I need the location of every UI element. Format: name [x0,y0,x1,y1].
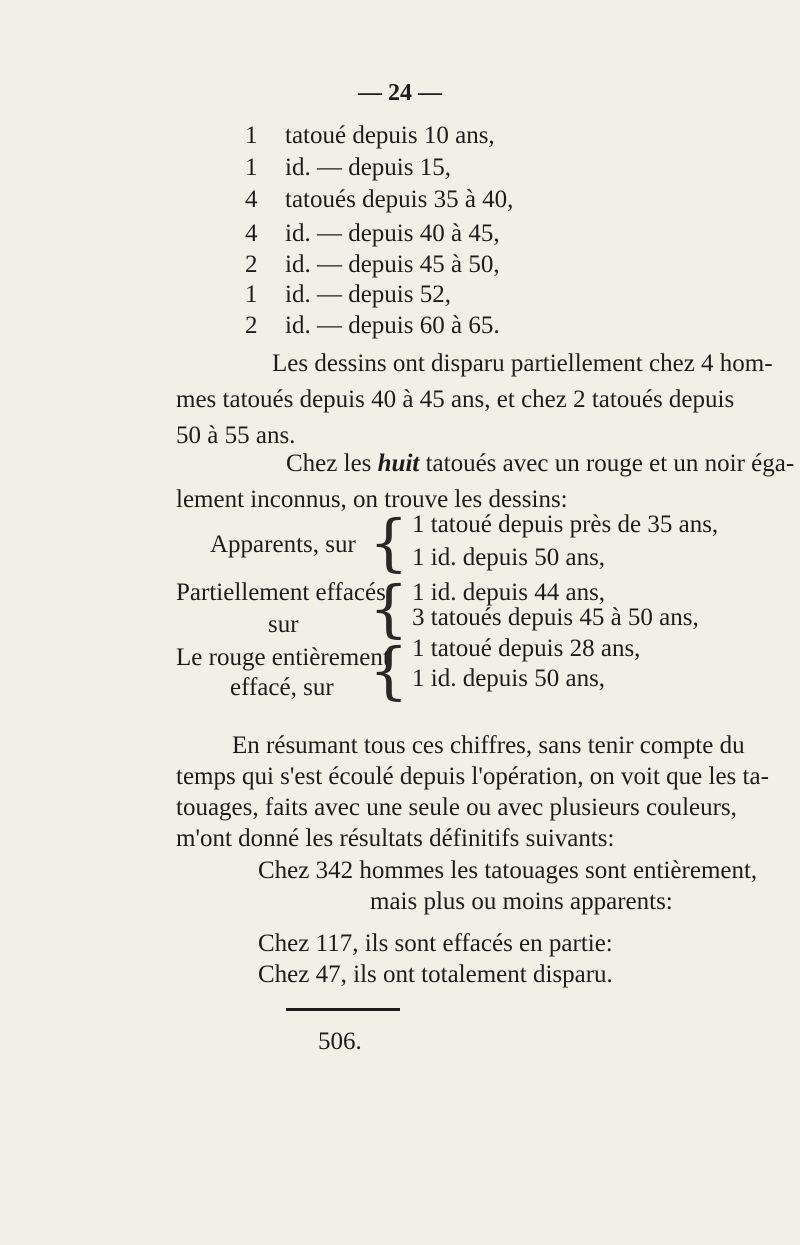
list-item: 1 id. — depuis 52, [245,281,451,308]
group-entry: 1 id. depuis 44 ans, [412,579,606,606]
result-line: mais plus ou moins apparents: [370,888,673,915]
paragraph-summary: En résumant tous ces chiffres, sans tenir compte du temps qui s'est écoulé depuis l'opération, on voit que les ta- touages, faits avec une seule ou avec plusieurs couleurs, m'ont donné les résultats définitifs suivants: [176,732,769,852]
result-line: Chez 117, ils sont effacés en partie: [258,930,613,957]
group-label: Partiellement effacés, [176,579,393,606]
curly-brace-icon: { [369,572,409,645]
group-label: Le rouge entièrement [176,644,390,671]
group-entry: 3 tatoués depuis 45 à 50 ans, [412,604,699,631]
page-number: — 24 — [358,80,442,106]
group-entry: 1 tatoué depuis près de 35 ans, [412,511,719,538]
curly-brace-icon: { [369,634,409,707]
group-entry: 1 id. depuis 50 ans, [412,665,606,692]
group-label: Apparents, sur [210,531,356,558]
group-label: sur [268,611,299,638]
list-item: 4 tatoués depuis 35 à 40, [245,186,514,213]
list-item: 2 id. — depuis 60 à 65. [245,312,500,339]
group-label: effacé, sur [230,674,334,701]
group-entry: 1 tatoué depuis 28 ans, [412,635,641,662]
list-item: 1 tatoué depuis 10 ans, [245,122,495,149]
curly-brace-icon: { [369,506,409,579]
group-entry: 1 id. depuis 50 ans, [412,544,606,571]
total-count: 506. [318,1028,362,1055]
divider-rule [286,1008,400,1011]
list-item: 2 id. — depuis 45 à 50, [245,251,500,278]
paragraph-eight-tattooed: Chez les huit tatoués avec un rouge et un noir éga- lement inconnus, on trouve les dessins: [176,450,795,513]
list-item: 1 id. — depuis 15, [245,154,451,181]
paragraph-disappeared-partially: Les dessins ont disparu partiellement chez 4 hom- mes tatoués depuis 40 à 45 ans, et chez 2 tatoués depuis 50 à 55 ans. [176,350,773,449]
result-line: Chez 342 hommes les tatouages sont entièrement, [258,857,758,884]
result-line: Chez 47, ils ont totalement disparu. [258,961,613,988]
list-item: 4 id. — depuis 40 à 45, [245,220,500,247]
